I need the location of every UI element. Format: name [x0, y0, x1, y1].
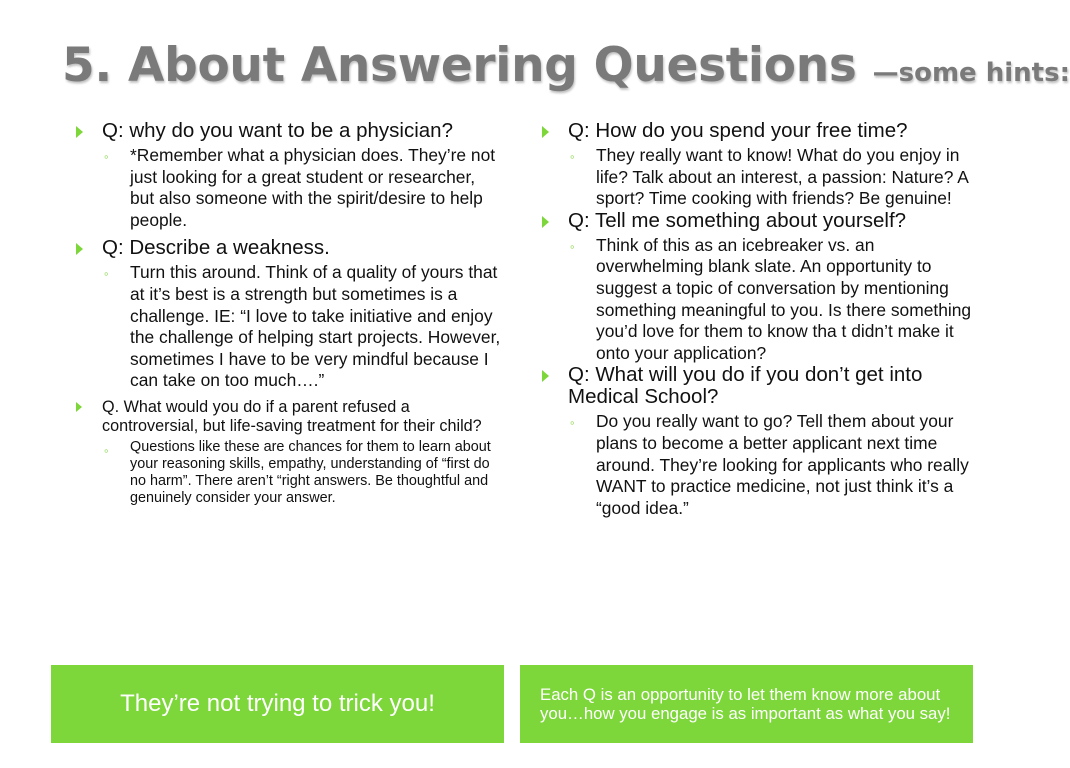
- circle-bullet-icon: ◦: [570, 238, 575, 254]
- circle-bullet-icon: ◦: [104, 266, 109, 282]
- left-column: [74, 120, 504, 507]
- callout-text: They’re not trying to trick you!: [120, 690, 435, 717]
- question-text: Q: why do you want to be a physician?: [102, 119, 453, 142]
- list-item: [540, 120, 980, 210]
- sub-list-item: [568, 235, 980, 365]
- circle-bullet-icon: ◦: [104, 149, 109, 164]
- circle-bullet-icon: ◦: [104, 442, 109, 458]
- right-column: [540, 120, 980, 519]
- list-item: [74, 120, 504, 231]
- arrow-bullet-icon: [76, 243, 83, 255]
- title-subtitle: —some hints:: [872, 58, 1070, 88]
- question-text: Q: How do you spend your free time?: [568, 119, 908, 142]
- title-main: 5. About Answering Questions: [62, 38, 873, 93]
- callout-text: Each Q is an opportunity to let them know more about you…how you engage is as important as what you say!: [540, 685, 951, 723]
- list-item: [74, 237, 504, 392]
- answer-text: They really want to know! What do you enjoy in life? Talk about an interest, a passion: Nature? A sport? Time cooking with friends? Be genuine!: [596, 145, 968, 209]
- answer-text: Questions like these are chances for them to learn about your reasoning skills, empathy, understanding of “first do no harm”. There aren’t “right answers. Be thoughtful and genuinely consider your answer.: [130, 438, 491, 506]
- arrow-bullet-icon: [542, 126, 549, 138]
- sub-list-item: [568, 411, 980, 519]
- arrow-bullet-icon: [542, 370, 549, 382]
- list-item: [540, 364, 980, 519]
- arrow-bullet-icon: [542, 216, 549, 228]
- answer-text: Think of this as an icebreaker vs. an overwhelming blank slate. An opportunity to suggest a topic of conversation by mentioning something meaningful to you. Is there something you’d love for them to know tha t didn’t make it onto your application?: [596, 234, 972, 363]
- sub-list-item: [102, 262, 504, 392]
- arrow-bullet-icon: [76, 126, 83, 138]
- answer-text: Turn this around. Think of a quality of yours that at it’s best is a strength but sometimes is a challenge. IE: “I love to take initiative and enjoy the challenge of helping start projects. However, sometimes I have to be very mindful because I can take on too much….”: [130, 262, 501, 391]
- callout-box-left: [51, 665, 504, 743]
- sub-list-item: [102, 439, 504, 507]
- answer-text: *Remember what a physician does. They’re not just looking for a great student or researcher, but also someone with the spirit/desire to help people.: [130, 145, 496, 230]
- sub-list-item: [568, 145, 980, 210]
- list-item: [74, 398, 504, 507]
- question-text: Q: Describe a weakness.: [102, 236, 330, 260]
- question-text: Q: Tell me something about yourself?: [568, 208, 907, 232]
- answer-text: Do you really want to go? Tell them about your plans to become a better applicant next time around. They’re looking for applicants who really WANT to practice medicine, not just think it’s a “good idea.”: [596, 411, 969, 518]
- sub-list-item: [102, 145, 504, 231]
- question-text: Q. What would you do if a parent refused a controversial, but life-saving treatment for their child?: [102, 397, 482, 435]
- circle-bullet-icon: ◦: [570, 149, 575, 164]
- callout-box-right: [520, 665, 973, 743]
- question-text: Q: What will you do if you don’t get into Medical School?: [568, 363, 923, 409]
- list-item: [540, 210, 980, 365]
- arrow-bullet-icon: [76, 402, 82, 412]
- slide-title: [62, 38, 1070, 93]
- circle-bullet-icon: ◦: [570, 415, 575, 431]
